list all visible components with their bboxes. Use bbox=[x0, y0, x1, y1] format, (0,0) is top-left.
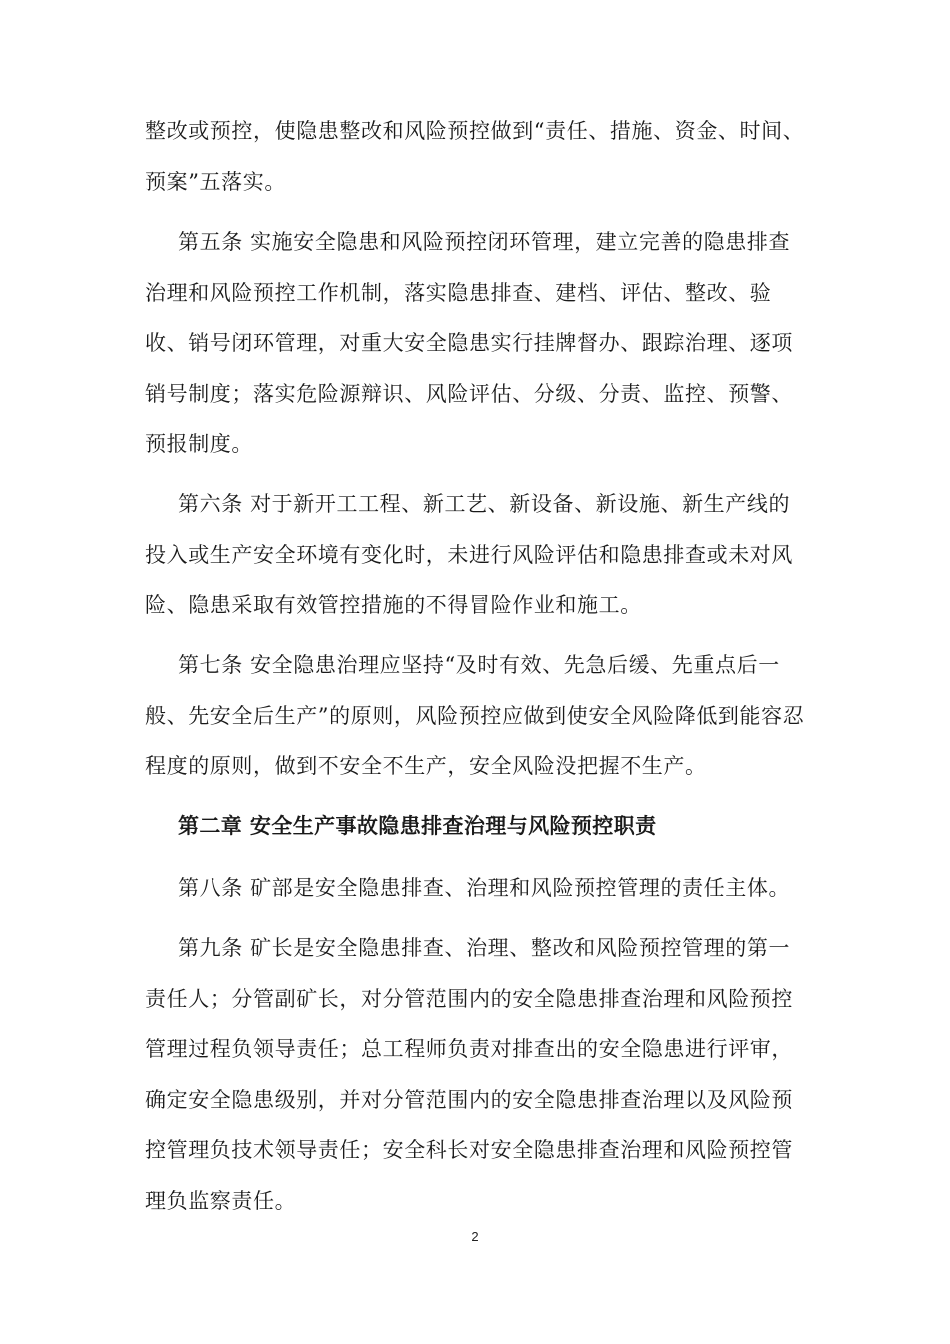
article-8: 第八条 矿部是安全隐患排查、治理和风险预控管理的责任主体。 bbox=[178, 876, 791, 900]
paragraph-continued: 整改或预控，使隐患整改和风险预控做到“责任、措施、资金、时间、预案”五落实。 bbox=[145, 119, 805, 194]
article-9: 第九条 矿长是安全隐患排查、治理、整改和风险预控管理的第一责任人；分管副矿长，对分管范围内的安全隐患排查治理和风险预控管理过程负领导责任；总工程师负责对排查出的安全隐患进行评审，确定安全隐患级别，并对分管范围内的安全隐患排查治理以及风险预控管理负技术领导责任；安全科长对安全隐患排查治理和风险预控管理负监察责任。 bbox=[145, 936, 793, 1213]
article-5: 第五条 实施安全隐患和风险预控闭环管理，建立完善的隐患排查治理和风险预控工作机制，落实隐患排查、建档、评估、整改、验收、销号闭环管理，对重大安全隐患实行挂牌督办、跟踪治理、逐项销号制度；落实危险源辩识、风险评估、分级、分责、监控、预警、预报制度。 bbox=[145, 230, 793, 456]
chapter-2-heading: 第二章 安全生产事故隐患排查治理与风险预控职责 bbox=[178, 814, 657, 838]
article-6: 第六条 对于新开工工程、新工艺、新设备、新设施、新生产线的投入或生产安全环境有变化时，未进行风险评估和隐患排查或未对风险、隐患采取有效管控措施的不得冒险作业和施工。 bbox=[145, 492, 793, 617]
page-number: 2 bbox=[471, 1229, 479, 1244]
article-7: 第七条 安全隐患治理应坚持“及时有效、先急后缓、先重点后一般、先安全后生产”的原则，风险预控应做到使安全风险降低到能容忍程度的原则，做到不安全不生产，安全风险没把握不生产。 bbox=[145, 653, 805, 778]
